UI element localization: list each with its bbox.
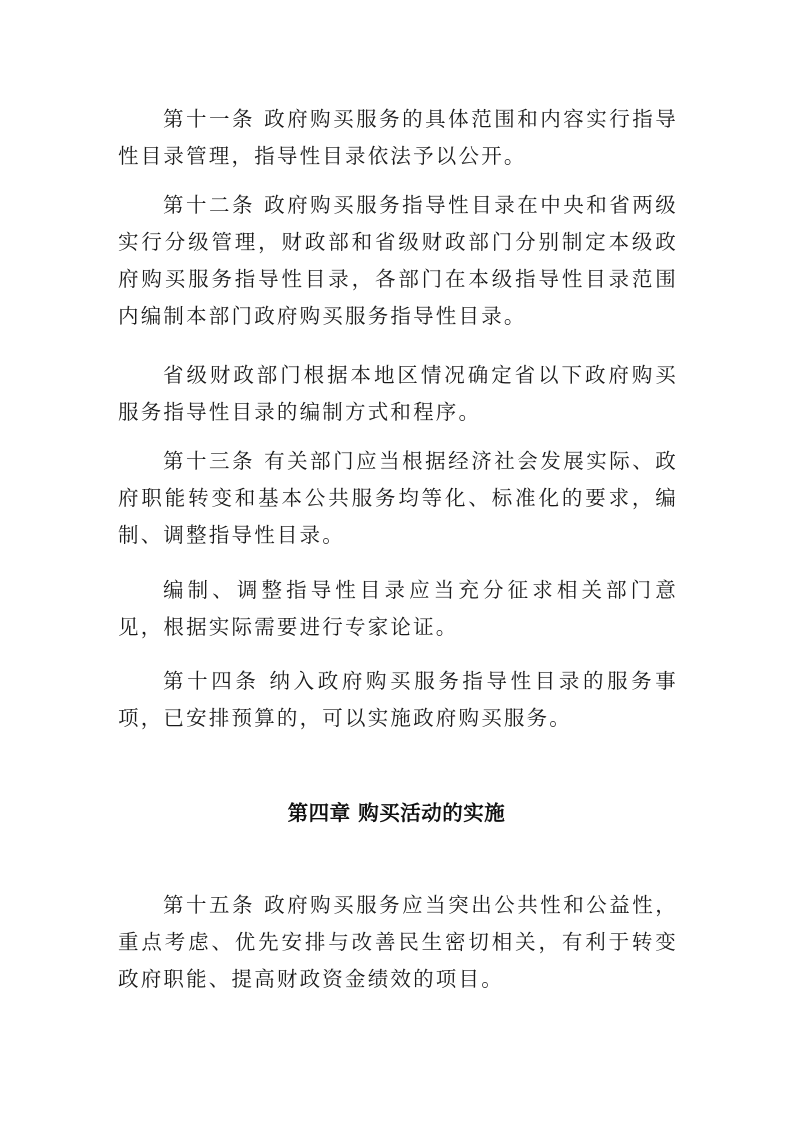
article-15-paragraph: 第十五条 政府购买服务应当突出公共性和公益性，重点考虑、优先安排与改善民生密切相关，有利于转变政府职能、提高财政资金绩效的项目。 xyxy=(118,893,678,991)
catalog-consultation-paragraph: 编制、调整指导性目录应当充分征求相关部门意见，根据实际需要进行专家论证。 xyxy=(118,578,678,639)
article-11-paragraph: 第十一条 政府购买服务的具体范围和内容实行指导性目录管理，指导性目录依法予以公开。 xyxy=(118,107,678,168)
chapter-heading: 第四章 购买活动的实施 xyxy=(287,801,506,825)
article-14-paragraph: 第十四条 纳入政府购买服务指导性目录的服务事项，已安排预算的，可以实施政府购买服务。 xyxy=(118,669,678,730)
article-13-paragraph: 第十三条 有关部门应当根据经济社会发展实际、政府职能转变和基本公共服务均等化、标准化的要求，编制、调整指导性目录。 xyxy=(118,449,678,547)
provincial-catalog-paragraph: 省级财政部门根据本地区情况确定省以下政府购买服务指导性目录的编制方式和程序。 xyxy=(118,363,678,424)
article-12-paragraph: 第十二条 政府购买服务指导性目录在中央和省两级实行分级管理，财政部和省级财政部门分别制定本级政府购买服务指导性目录，各部门在本级指导性目录范围内编制本部门政府购买服务指导性目录。 xyxy=(118,193,678,328)
